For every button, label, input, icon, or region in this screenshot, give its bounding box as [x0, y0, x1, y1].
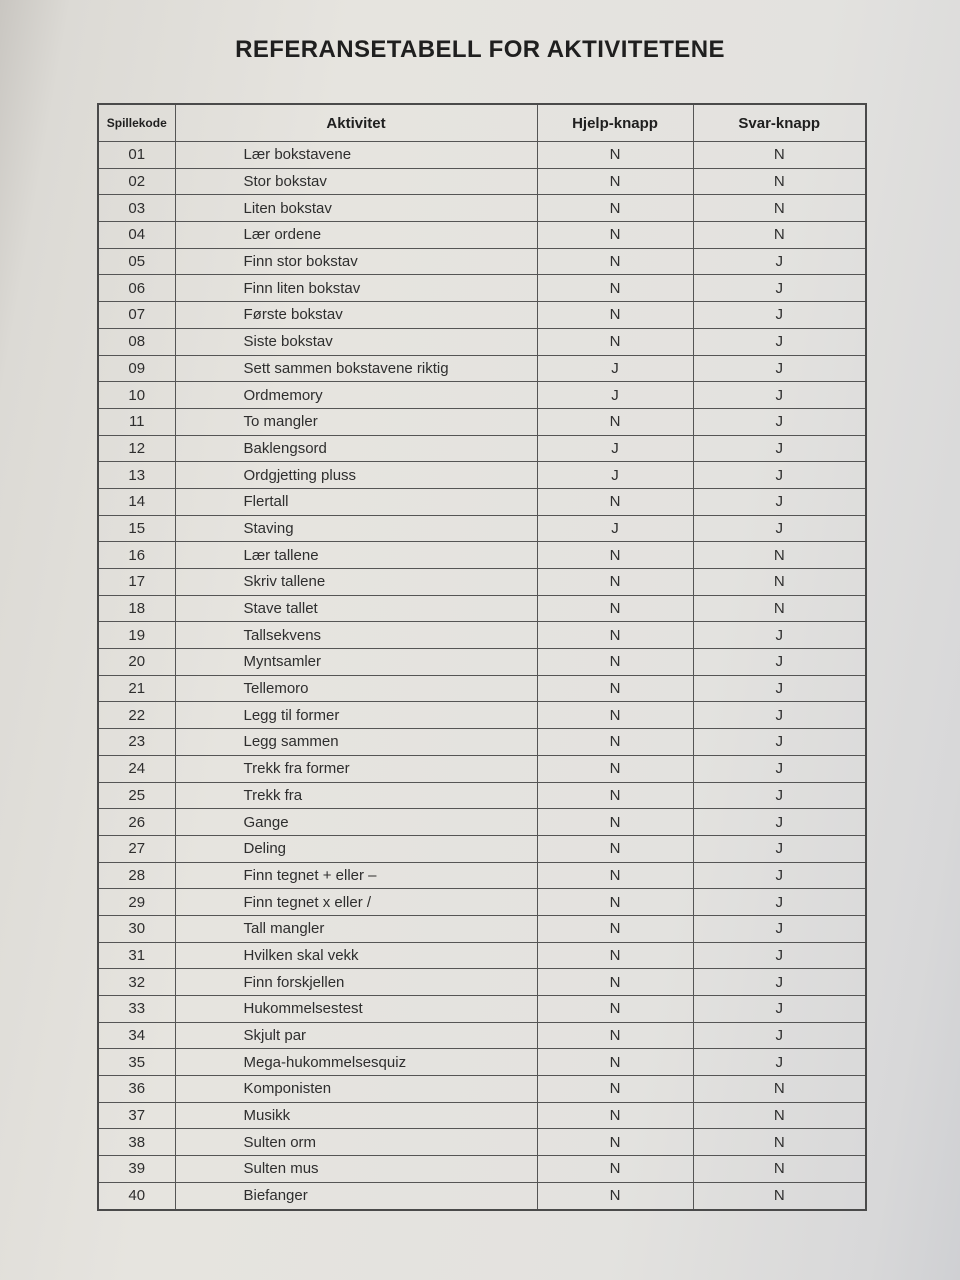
cell-svar-knapp: J [693, 755, 866, 782]
cell-hjelp-knapp: N [537, 1076, 693, 1103]
table-row [98, 408, 866, 435]
cell-aktivitet: Skjult par [175, 1022, 537, 1049]
cell-svar-knapp: J [693, 862, 866, 889]
cell-svar-knapp: J [693, 1049, 866, 1076]
cell-spillekode: 17 [98, 569, 175, 596]
cell-svar-knapp: N [693, 1156, 866, 1183]
cell-spillekode: 08 [98, 328, 175, 355]
cell-hjelp-knapp: N [537, 889, 693, 916]
cell-spillekode: 11 [98, 408, 175, 435]
cell-hjelp-knapp: J [537, 382, 693, 409]
cell-spillekode: 40 [98, 1182, 175, 1209]
cell-spillekode: 29 [98, 889, 175, 916]
cell-svar-knapp: J [693, 996, 866, 1023]
cell-spillekode: 10 [98, 382, 175, 409]
cell-svar-knapp: N [693, 1129, 866, 1156]
table-row [98, 835, 866, 862]
cell-aktivitet: Lær tallene [175, 542, 537, 569]
cell-svar-knapp: J [693, 275, 866, 302]
cell-aktivitet: Tallsekvens [175, 622, 537, 649]
cell-spillekode: 09 [98, 355, 175, 382]
cell-hjelp-knapp: N [537, 782, 693, 809]
cell-hjelp-knapp: N [537, 168, 693, 195]
table-row [98, 1129, 866, 1156]
cell-spillekode: 27 [98, 835, 175, 862]
cell-aktivitet: Flertall [175, 488, 537, 515]
header-spillekode: Spillekode [98, 104, 175, 142]
cell-spillekode: 38 [98, 1129, 175, 1156]
cell-aktivitet: Mega-hukommelsesquiz [175, 1049, 537, 1076]
cell-spillekode: 22 [98, 702, 175, 729]
page-title: REFERANSETABELL FOR AKTIVITETENE [235, 36, 725, 63]
cell-aktivitet: Komponisten [175, 1076, 537, 1103]
table-row [98, 809, 866, 836]
table-row [98, 622, 866, 649]
table-row [98, 222, 866, 249]
table-body [98, 142, 866, 1210]
table-row [98, 328, 866, 355]
table-row [98, 595, 866, 622]
cell-svar-knapp: J [693, 942, 866, 969]
cell-svar-knapp: J [693, 809, 866, 836]
cell-aktivitet: Biefanger [175, 1182, 537, 1209]
cell-svar-knapp: J [693, 969, 866, 996]
cell-spillekode: 28 [98, 862, 175, 889]
cell-spillekode: 06 [98, 275, 175, 302]
cell-aktivitet: Sett sammen bokstavene riktig [175, 355, 537, 382]
cell-spillekode: 21 [98, 675, 175, 702]
table-row [98, 755, 866, 782]
cell-aktivitet: Liten bokstav [175, 195, 537, 222]
table-row [98, 1022, 866, 1049]
cell-spillekode: 04 [98, 222, 175, 249]
cell-spillekode: 31 [98, 942, 175, 969]
cell-svar-knapp: J [693, 835, 866, 862]
cell-hjelp-knapp: N [537, 408, 693, 435]
cell-aktivitet: Sulten mus [175, 1156, 537, 1183]
cell-aktivitet: Gange [175, 809, 537, 836]
cell-hjelp-knapp: N [537, 942, 693, 969]
cell-aktivitet: Lær bokstavene [175, 142, 537, 169]
cell-spillekode: 15 [98, 515, 175, 542]
cell-hjelp-knapp: N [537, 862, 693, 889]
cell-aktivitet: Første bokstav [175, 302, 537, 329]
table-row [98, 569, 866, 596]
cell-hjelp-knapp: N [537, 1049, 693, 1076]
cell-hjelp-knapp: J [537, 355, 693, 382]
cell-spillekode: 20 [98, 649, 175, 676]
cell-aktivitet: Finn liten bokstav [175, 275, 537, 302]
cell-hjelp-knapp: N [537, 488, 693, 515]
table-row [98, 1049, 866, 1076]
cell-aktivitet: Finn forskjellen [175, 969, 537, 996]
cell-svar-knapp: J [693, 302, 866, 329]
cell-hjelp-knapp: N [537, 1102, 693, 1129]
cell-svar-knapp: N [693, 542, 866, 569]
cell-spillekode: 13 [98, 462, 175, 489]
cell-svar-knapp: J [693, 622, 866, 649]
table-row [98, 1182, 866, 1209]
cell-svar-knapp: J [693, 782, 866, 809]
cell-hjelp-knapp: N [537, 835, 693, 862]
cell-svar-knapp: N [693, 1102, 866, 1129]
table-row [98, 515, 866, 542]
cell-aktivitet: Ordmemory [175, 382, 537, 409]
cell-aktivitet: Ordgjetting pluss [175, 462, 537, 489]
cell-hjelp-knapp: N [537, 729, 693, 756]
cell-svar-knapp: N [693, 1182, 866, 1209]
cell-hjelp-knapp: N [537, 996, 693, 1023]
cell-spillekode: 25 [98, 782, 175, 809]
table-row [98, 462, 866, 489]
reference-table [97, 103, 867, 1211]
cell-hjelp-knapp: N [537, 222, 693, 249]
table-row [98, 488, 866, 515]
cell-hjelp-knapp: N [537, 328, 693, 355]
cell-svar-knapp: J [693, 675, 866, 702]
cell-svar-knapp: N [693, 195, 866, 222]
cell-aktivitet: Tellemoro [175, 675, 537, 702]
cell-hjelp-knapp: N [537, 248, 693, 275]
cell-hjelp-knapp: N [537, 142, 693, 169]
table-row [98, 729, 866, 756]
table-row [98, 996, 866, 1023]
cell-aktivitet: Skriv tallene [175, 569, 537, 596]
table-row [98, 862, 866, 889]
cell-hjelp-knapp: J [537, 515, 693, 542]
table-row [98, 248, 866, 275]
cell-aktivitet: Finn tegnet + eller – [175, 862, 537, 889]
cell-svar-knapp: J [693, 515, 866, 542]
cell-hjelp-knapp: N [537, 969, 693, 996]
cell-svar-knapp: J [693, 462, 866, 489]
cell-spillekode: 16 [98, 542, 175, 569]
cell-svar-knapp: J [693, 915, 866, 942]
cell-spillekode: 07 [98, 302, 175, 329]
table-row [98, 1076, 866, 1103]
cell-spillekode: 34 [98, 1022, 175, 1049]
cell-aktivitet: Sulten orm [175, 1129, 537, 1156]
cell-aktivitet: To mangler [175, 408, 537, 435]
cell-aktivitet: Tall mangler [175, 915, 537, 942]
cell-aktivitet: Stave tallet [175, 595, 537, 622]
cell-hjelp-knapp: N [537, 1022, 693, 1049]
table-row [98, 435, 866, 462]
header-svar-knapp: Svar-knapp [693, 104, 866, 142]
cell-aktivitet: Legg til former [175, 702, 537, 729]
cell-aktivitet: Hukommelsestest [175, 996, 537, 1023]
cell-hjelp-knapp: N [537, 755, 693, 782]
cell-hjelp-knapp: N [537, 275, 693, 302]
cell-hjelp-knapp: N [537, 302, 693, 329]
cell-svar-knapp: J [693, 729, 866, 756]
cell-aktivitet: Trekk fra [175, 782, 537, 809]
cell-spillekode: 18 [98, 595, 175, 622]
cell-spillekode: 14 [98, 488, 175, 515]
cell-spillekode: 02 [98, 168, 175, 195]
table-row [98, 782, 866, 809]
cell-spillekode: 33 [98, 996, 175, 1023]
table-row [98, 1156, 866, 1183]
cell-hjelp-knapp: N [537, 809, 693, 836]
cell-spillekode: 03 [98, 195, 175, 222]
table-row [98, 969, 866, 996]
table-row [98, 195, 866, 222]
cell-hjelp-knapp: J [537, 435, 693, 462]
cell-spillekode: 26 [98, 809, 175, 836]
cell-svar-knapp: N [693, 168, 866, 195]
table-row [98, 915, 866, 942]
cell-svar-knapp: J [693, 328, 866, 355]
cell-spillekode: 01 [98, 142, 175, 169]
table-row [98, 1102, 866, 1129]
table-row [98, 542, 866, 569]
cell-hjelp-knapp: N [537, 915, 693, 942]
cell-aktivitet: Deling [175, 835, 537, 862]
table-row [98, 702, 866, 729]
cell-svar-knapp: J [693, 408, 866, 435]
cell-hjelp-knapp: N [537, 1182, 693, 1209]
cell-aktivitet: Staving [175, 515, 537, 542]
table-row [98, 675, 866, 702]
cell-aktivitet: Finn stor bokstav [175, 248, 537, 275]
cell-hjelp-knapp: N [537, 195, 693, 222]
cell-svar-knapp: J [693, 435, 866, 462]
table-row [98, 275, 866, 302]
cell-hjelp-knapp: N [537, 675, 693, 702]
cell-hjelp-knapp: N [537, 622, 693, 649]
table-row [98, 649, 866, 676]
cell-spillekode: 30 [98, 915, 175, 942]
cell-spillekode: 37 [98, 1102, 175, 1129]
table-row [98, 382, 866, 409]
cell-svar-knapp: N [693, 595, 866, 622]
cell-hjelp-knapp: N [537, 569, 693, 596]
cell-svar-knapp: J [693, 488, 866, 515]
table-row [98, 889, 866, 916]
cell-hjelp-knapp: N [537, 595, 693, 622]
cell-svar-knapp: J [693, 248, 866, 275]
cell-aktivitet: Finn tegnet x eller / [175, 889, 537, 916]
table-header-row [98, 104, 866, 142]
cell-aktivitet: Stor bokstav [175, 168, 537, 195]
cell-svar-knapp: N [693, 569, 866, 596]
cell-svar-knapp: N [693, 142, 866, 169]
cell-svar-knapp: J [693, 1022, 866, 1049]
cell-hjelp-knapp: J [537, 462, 693, 489]
cell-hjelp-knapp: N [537, 542, 693, 569]
table-row [98, 942, 866, 969]
cell-spillekode: 12 [98, 435, 175, 462]
cell-aktivitet: Trekk fra former [175, 755, 537, 782]
cell-spillekode: 05 [98, 248, 175, 275]
table-row [98, 355, 866, 382]
cell-hjelp-knapp: N [537, 1156, 693, 1183]
cell-svar-knapp: J [693, 889, 866, 916]
cell-svar-knapp: N [693, 1076, 866, 1103]
cell-spillekode: 19 [98, 622, 175, 649]
cell-aktivitet: Siste bokstav [175, 328, 537, 355]
cell-aktivitet: Lær ordene [175, 222, 537, 249]
cell-spillekode: 36 [98, 1076, 175, 1103]
cell-svar-knapp: N [693, 222, 866, 249]
table-row [98, 142, 866, 169]
cell-svar-knapp: J [693, 382, 866, 409]
cell-aktivitet: Musikk [175, 1102, 537, 1129]
cell-aktivitet: Baklengsord [175, 435, 537, 462]
cell-aktivitet: Myntsamler [175, 649, 537, 676]
cell-hjelp-knapp: N [537, 649, 693, 676]
cell-hjelp-knapp: N [537, 1129, 693, 1156]
cell-spillekode: 32 [98, 969, 175, 996]
cell-spillekode: 39 [98, 1156, 175, 1183]
table-row [98, 168, 866, 195]
header-hjelp-knapp: Hjelp-knapp [537, 104, 693, 142]
cell-svar-knapp: J [693, 649, 866, 676]
cell-svar-knapp: J [693, 702, 866, 729]
header-aktivitet: Aktivitet [175, 104, 537, 142]
cell-spillekode: 23 [98, 729, 175, 756]
cell-svar-knapp: J [693, 355, 866, 382]
cell-spillekode: 35 [98, 1049, 175, 1076]
cell-spillekode: 24 [98, 755, 175, 782]
cell-aktivitet: Hvilken skal vekk [175, 942, 537, 969]
cell-hjelp-knapp: N [537, 702, 693, 729]
cell-aktivitet: Legg sammen [175, 729, 537, 756]
table-row [98, 302, 866, 329]
